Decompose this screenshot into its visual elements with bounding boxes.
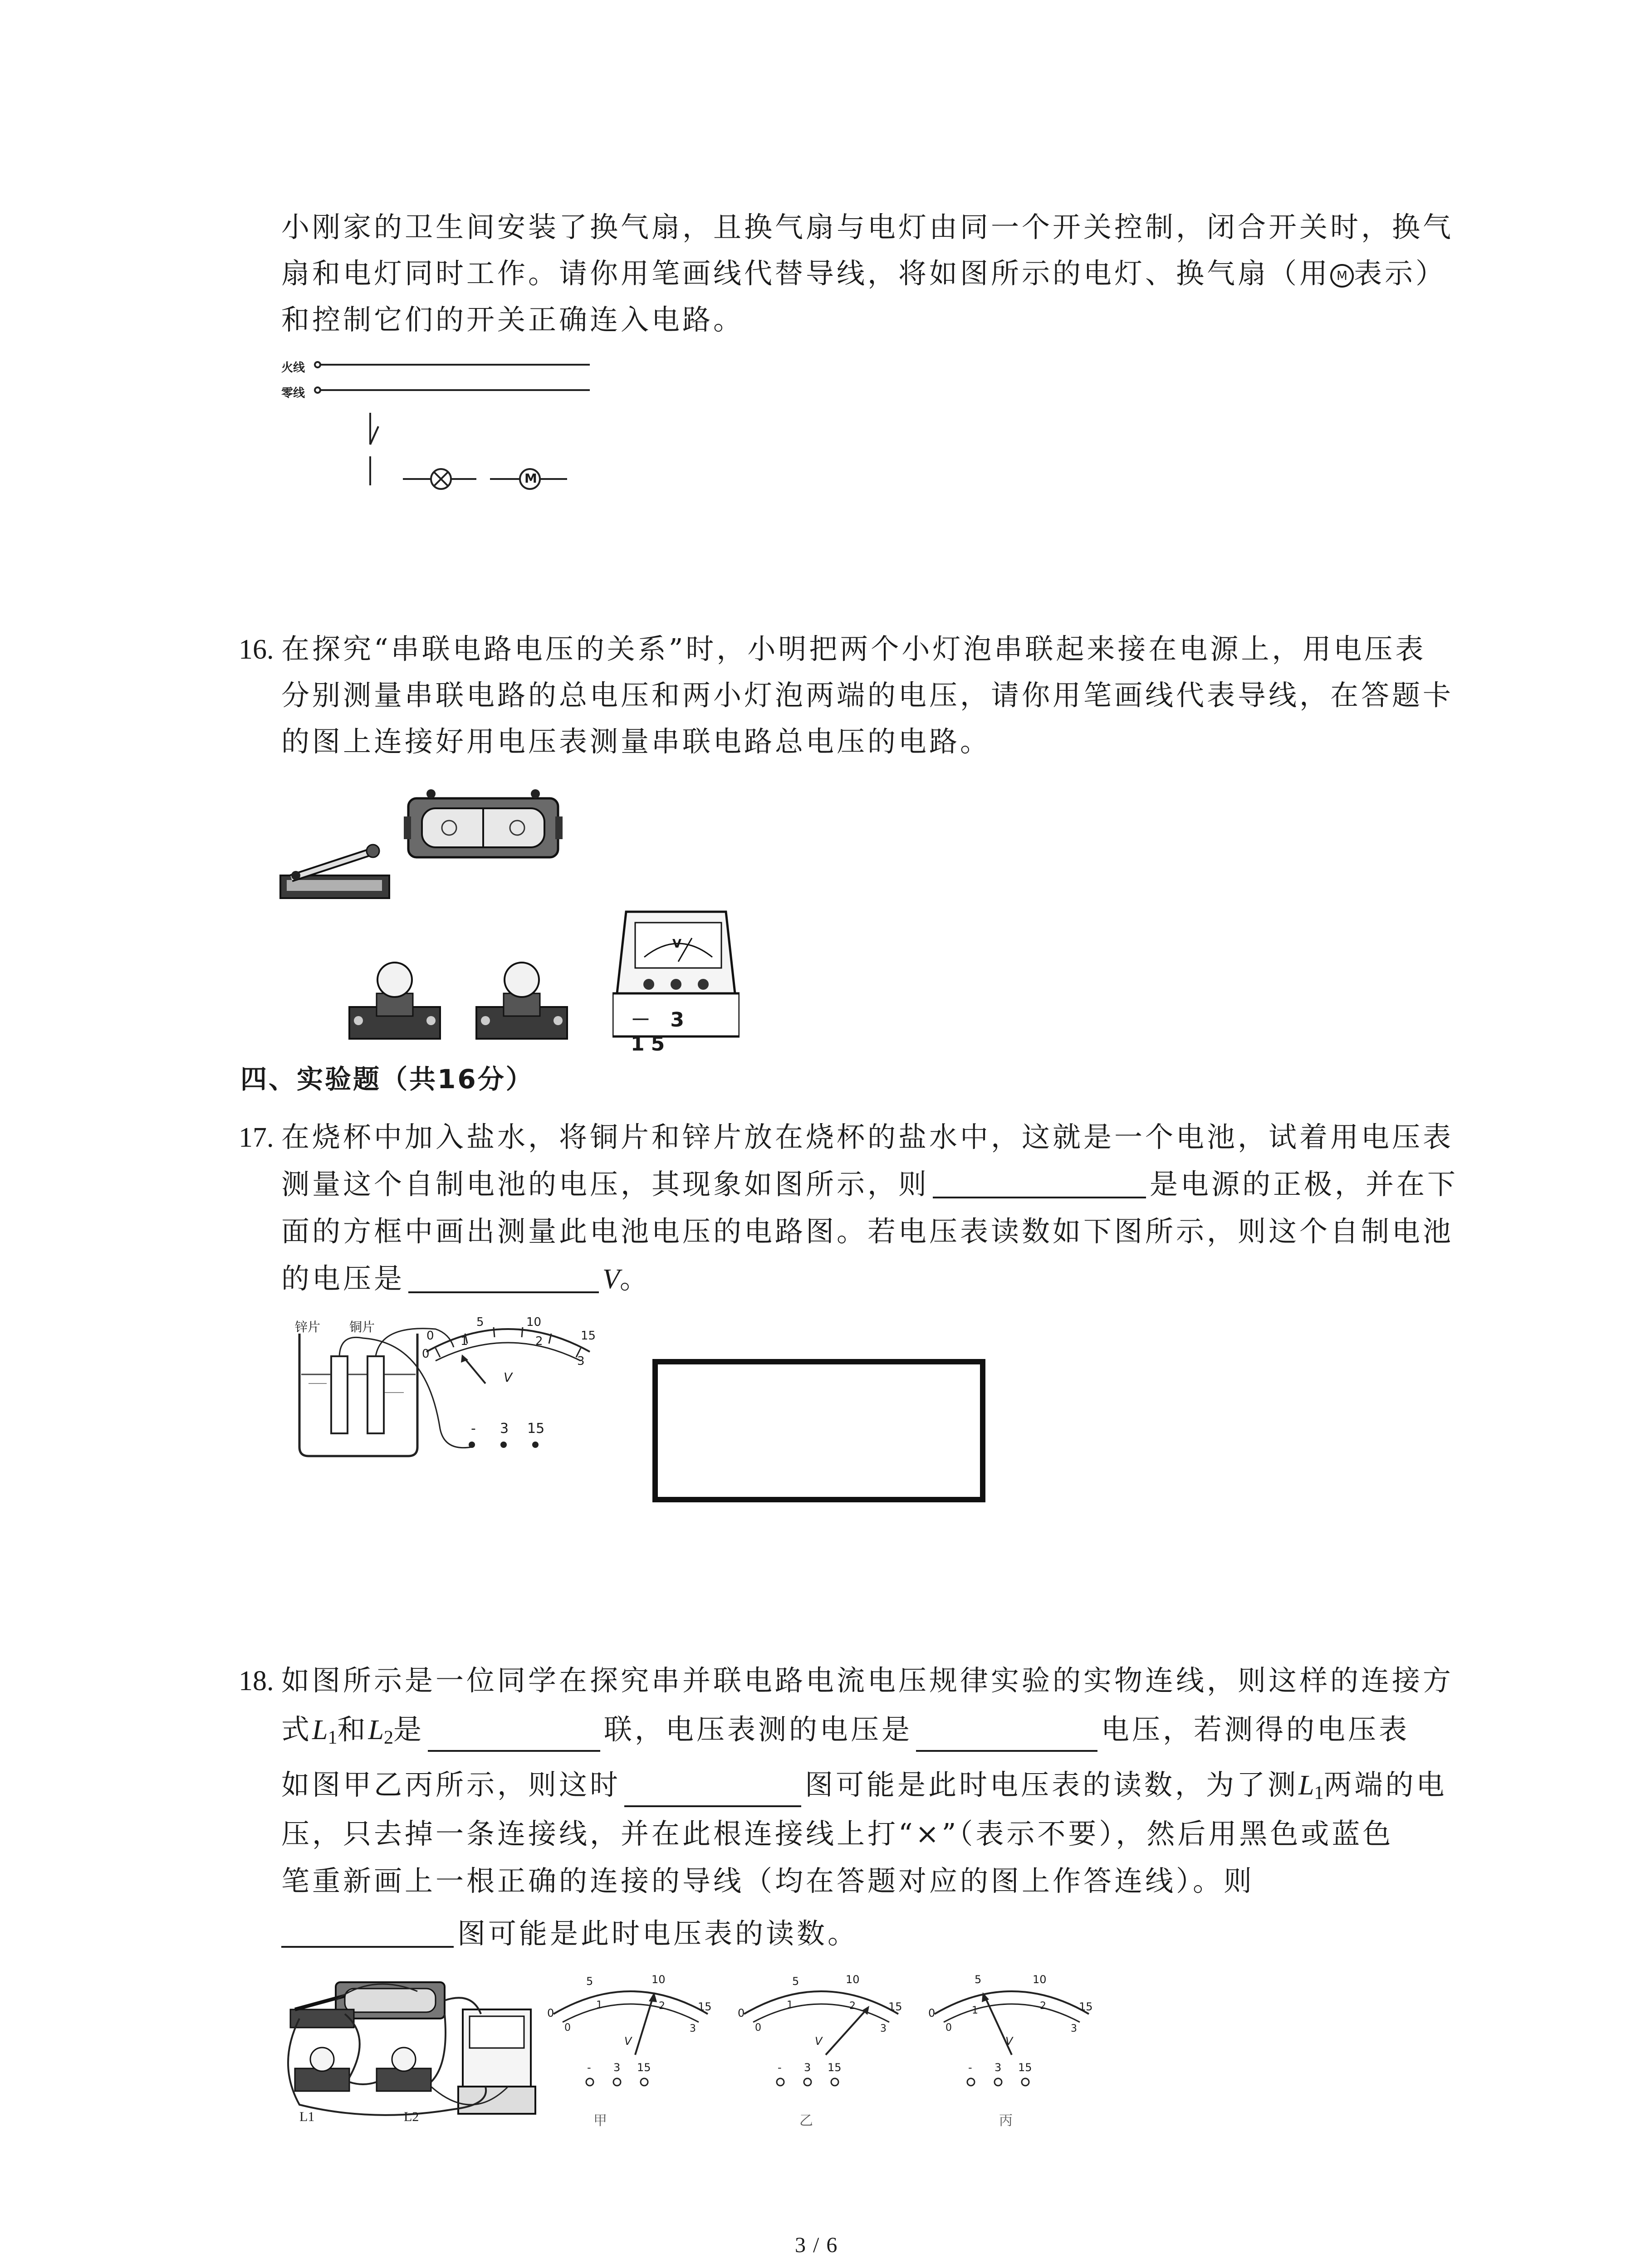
- q18-connection-type-blank[interactable]: [428, 1725, 600, 1752]
- dial-bing-outer-10: 10: [1033, 1973, 1047, 1986]
- q18-number-text: 18.: [239, 1666, 274, 1696]
- terminal-15-label: 15: [527, 1421, 545, 1437]
- terminal-minus-label: -: [471, 1421, 476, 1437]
- q18-l1-sub-2: 1: [1314, 1783, 1324, 1804]
- q18-new-reading-blank[interactable]: [281, 1921, 454, 1948]
- q18-l2-sub: 2: [384, 1727, 393, 1748]
- dial-jia-outer-5: 5: [586, 1975, 593, 1988]
- battery-box-drawing: [404, 780, 563, 866]
- series-circuit-drawing: [281, 1973, 544, 2127]
- salt-water-battery-figure: [290, 1315, 617, 1465]
- q18-l1-letter: L: [312, 1715, 328, 1745]
- dial-yi-outer-5: 5: [792, 1975, 799, 1988]
- q17-positive-pole-blank[interactable]: [933, 1171, 1146, 1198]
- q17-number-text: 17.: [239, 1122, 274, 1153]
- q17-line-4: [281, 1262, 651, 1295]
- q17-line-3: 面的方框中画出测量此电池电压的电路图。若电压表读数如下图所示，则这个自制电池: [281, 1215, 1454, 1248]
- dial-outer-0: 0: [426, 1329, 434, 1343]
- voltmeter-v-symbol: V: [672, 937, 682, 951]
- bulb-holder-1-drawing: [345, 953, 445, 1043]
- dial-jia-figure: [544, 1960, 717, 2132]
- bulb-holder-2-figure: [472, 953, 572, 1043]
- intro-line-1: 小刚家的卫生间安装了换气扇，且换气扇与电灯由同一个开关控制，闭合开关时，换气: [281, 210, 1454, 244]
- q18-and: 和: [337, 1713, 368, 1746]
- knife-switch-figure: [278, 835, 400, 903]
- dial-jia-inner-1: 1: [596, 1999, 603, 2011]
- q17-line-2: [281, 1168, 1459, 1201]
- dial-bing-inner-0: 0: [945, 2022, 952, 2033]
- q18-line-3c: 两端的电: [1323, 1768, 1447, 1801]
- battery-box-figure: [404, 780, 563, 866]
- dial-inner-1: 1: [460, 1334, 468, 1348]
- dial-bing-figure: [926, 1960, 1098, 2132]
- dial-yi-terminal-15: 15: [828, 2061, 842, 2074]
- dial-yi-terminal-3: 3: [804, 2061, 811, 2074]
- q18-line-2d: 电压，若测得的电压表: [1101, 1713, 1410, 1746]
- live-wire-label: 火线: [281, 361, 305, 375]
- intro-line-2-text: 扇和电灯同时工作。请你用笔画线代替导线，将如图所示的电灯、换气扇（用: [281, 257, 1331, 290]
- q18-line-3a: 如图甲乙丙所示，则这时: [281, 1768, 621, 1801]
- q18-line-2c: 联，电压表测的电压是: [604, 1713, 913, 1746]
- q18-line-3: [281, 1768, 1447, 1807]
- neutral-wire-label: 零线: [281, 386, 305, 400]
- household-circuit-drawing: [281, 354, 608, 503]
- q18-line-4: 压，只去掉一条连接线，并在此根连接线上打“×”（表示不要），然后用黑色或蓝色: [281, 1817, 1394, 1850]
- dial-jia-outer-10: 10: [652, 1973, 666, 1986]
- dial-bing-terminal-3: 3: [994, 2061, 1002, 2074]
- motor-letter: M: [524, 471, 537, 486]
- intro-line-2: [281, 259, 1446, 288]
- salt-water-battery-drawing: [290, 1315, 617, 1465]
- q17-line-2b: 是电源的正极，并在下: [1150, 1168, 1459, 1201]
- q16-line-3: 的图上连接好用电压表测量串联电路总电压的电路。: [281, 725, 991, 758]
- q17-line-1: 在烧杯中加入盐水，将铜片和锌片放在烧杯的盐水中，这就是一个电池，试着用电压表: [281, 1120, 1454, 1154]
- dial-jia-terminal-minus: -: [587, 2061, 591, 2074]
- q17-line-2a: 测量这个自制电池的电压，其现象如图所示，则: [281, 1168, 930, 1201]
- dial-yi-inner-2: 2: [849, 2000, 856, 2012]
- dial-yi-inner-0: 0: [755, 2022, 761, 2033]
- q16-line-1: 在探究“串联电路电压的关系”时，小明把两个小灯泡串联起来接在电源上，用电压表: [281, 632, 1426, 665]
- knife-switch-drawing: [278, 835, 400, 903]
- q17-number: [239, 1123, 274, 1152]
- dial-jia-terminal-15: 15: [637, 2061, 651, 2074]
- dial-bing-inner-2: 2: [1040, 2000, 1046, 2012]
- q17-voltage-blank[interactable]: [408, 1266, 599, 1293]
- dial-jia-inner-2: 2: [659, 2000, 665, 2012]
- q18-line-2b: 是: [393, 1713, 425, 1746]
- intro-line-3: 和控制它们的开关正确连入电路。: [281, 303, 745, 336]
- q18-l1-sub: 1: [328, 1727, 338, 1748]
- q18-number: [239, 1667, 274, 1695]
- circuit-diagram-answer-box[interactable]: [652, 1359, 985, 1502]
- fan-symbol-icon: [1330, 264, 1354, 288]
- household-circuit-figure: [281, 354, 608, 503]
- dial-inner-0: 0: [422, 1347, 430, 1361]
- dial-bing-outer-15: 15: [1079, 2000, 1093, 2013]
- dial-inner-3: 3: [577, 1354, 585, 1368]
- q17-line-4-end: 。: [619, 1262, 651, 1295]
- dial-yi-outer-15: 15: [888, 2000, 902, 2013]
- q18-line-6b: 图可能是此时电压表的读数。: [457, 1917, 859, 1950]
- dial-bing-inner-3: 3: [1071, 2023, 1077, 2034]
- fan-symbol-letter: M: [1336, 268, 1348, 283]
- dial-bing-label: 丙: [999, 2113, 1013, 2129]
- dial-jia-v: V: [624, 2035, 632, 2048]
- circuit-label-l2: L2: [404, 2109, 419, 2124]
- q18-line-5: 笔重新画上一根正确的连接的导线（均在答题对应的图上作答连线）。则: [281, 1864, 1255, 1897]
- q18-line-1: 如图所示是一位同学在探究串并联电路电流电压规律实验的实物连线，则这样的连接方: [281, 1664, 1454, 1697]
- intro-line-2-end: 表示）: [1354, 257, 1447, 290]
- dial-yi-v: V: [815, 2035, 823, 2048]
- dial-outer-10: 10: [526, 1315, 542, 1329]
- dial-jia-outer-0: 0: [547, 2007, 554, 2019]
- circuit-label-l1: L1: [299, 2109, 315, 2124]
- dial-inner-2: 2: [535, 1334, 543, 1348]
- dial-jia-inner-3: 3: [690, 2023, 696, 2034]
- dial-yi-outer-10: 10: [846, 1973, 860, 1986]
- dial-jia-label: 甲: [593, 2113, 607, 2129]
- dial-bing-inner-1: 1: [972, 2005, 978, 2016]
- page-number: 3 / 6: [795, 2233, 838, 2257]
- q18-l2-letter: L: [368, 1715, 384, 1745]
- dial-yi-inner-1: 1: [787, 1999, 793, 2011]
- q16-number: [239, 635, 274, 664]
- dial-outer-5: 5: [476, 1315, 484, 1329]
- q18-line-3b: 图可能是此时电压表的读数，为了测: [805, 1768, 1299, 1801]
- q17-line-4a: 的电压是: [281, 1262, 405, 1295]
- q18-l1-letter-2: L: [1298, 1770, 1314, 1801]
- q18-measured-voltage-blank[interactable]: [916, 1725, 1097, 1752]
- copper-plate-label: 铜片: [349, 1320, 375, 1334]
- dial-outer-15: 15: [581, 1329, 596, 1343]
- dial-bing-outer-0: 0: [928, 2007, 936, 2019]
- dial-yi-label: 乙: [799, 2113, 813, 2129]
- dial-jia-terminal-3: 3: [613, 2061, 621, 2074]
- q18-line-2a: 式: [281, 1713, 313, 1746]
- dial-yi-terminal-minus: -: [778, 2061, 782, 2074]
- bulb-holder-1-figure: [345, 953, 445, 1043]
- q16-line-2: 分别测量串联电路的总电压和两小灯泡两端的电压，请你用笔画线代表导线，在答题卡: [281, 679, 1454, 712]
- section-4-title: 四、实验题（共16分）: [240, 1064, 534, 1095]
- bulb-holder-2-drawing: [472, 953, 572, 1043]
- voltmeter-terminal-labels: － 3 15: [631, 1008, 691, 1056]
- q18-line-6: [281, 1917, 859, 1950]
- dial-jia-inner-0: 0: [564, 2022, 571, 2033]
- dial-bing-terminal-15: 15: [1018, 2061, 1032, 2074]
- dial-bing-terminal-minus: -: [968, 2061, 972, 2074]
- voltmeter-figure: [612, 903, 740, 1056]
- dial-yi-inner-3: 3: [880, 2023, 887, 2034]
- dial-v-symbol: V: [504, 1370, 513, 1385]
- terminal-3-label: 3: [500, 1421, 509, 1437]
- q18-line-2: [281, 1713, 1410, 1752]
- dial-jia-outer-15: 15: [698, 2000, 712, 2013]
- dial-yi-figure: [735, 1960, 907, 2132]
- series-circuit-photo-figure: [281, 1973, 544, 2127]
- dial-yi-outer-0: 0: [738, 2007, 745, 2019]
- dial-bing-v: V: [1005, 2035, 1013, 2048]
- q18-current-reading-blank[interactable]: [624, 1780, 801, 1807]
- q16-number-text: 16.: [239, 634, 274, 665]
- q17-unit: V: [603, 1264, 620, 1295]
- zinc-plate-label: 锌片: [295, 1320, 321, 1334]
- dial-bing-outer-5: 5: [975, 1973, 982, 1986]
